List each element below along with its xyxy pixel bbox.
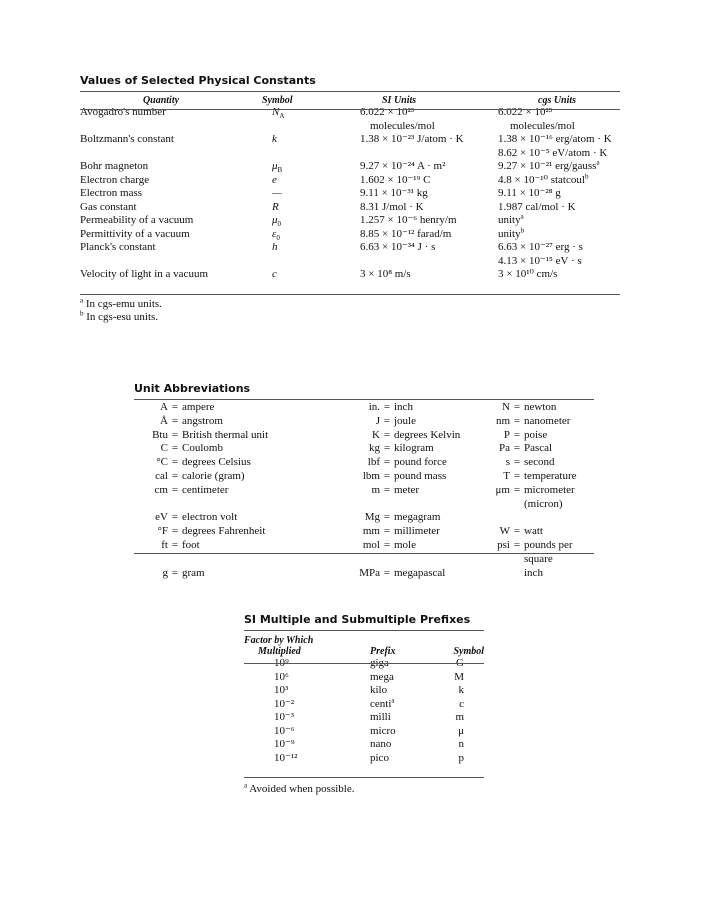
abbreviation-meaning: pound mass — [394, 469, 447, 482]
abbreviation-row — [134, 442, 594, 456]
prefixes-footnote-mark: a — [244, 781, 248, 790]
abbreviation-symbol: ft — [161, 538, 168, 551]
abbreviation-symbol: nm — [495, 414, 510, 427]
header-si: SI Units — [382, 95, 417, 106]
si-value-line: 8.31 J/mol · K — [360, 200, 424, 213]
abbreviation-symbol: kg — [369, 442, 380, 455]
abbreviation-meaning: newton — [524, 401, 557, 413]
prefixes-body — [244, 657, 484, 765]
symbol-cell — [242, 214, 342, 228]
equals-sign — [512, 567, 522, 581]
cgs-value-line — [498, 120, 620, 134]
si-value-line: 8.85 × 10⁻¹² farad/m — [360, 227, 452, 240]
abbreviation-meaning: British thermal unit — [182, 428, 269, 441]
constant-row — [80, 106, 620, 133]
symbol-cell — [242, 201, 342, 215]
header-cgs: cgs Units — [538, 95, 577, 106]
equals-sign: = — [383, 511, 391, 524]
cgs-cell — [498, 160, 620, 174]
abbreviation-meaning: pounds per square — [524, 538, 573, 565]
constants-table — [80, 95, 620, 282]
cgs-cell — [498, 187, 620, 201]
equals-sign: = — [171, 538, 179, 551]
abbreviation-meaning: inch — [524, 566, 543, 579]
symbol-text: c — [272, 268, 277, 280]
symbol-cell — [242, 106, 342, 133]
cgs-value-text: unity — [498, 227, 521, 240]
factor-cell: 10⁻⁶ — [274, 724, 295, 737]
prefix-row — [244, 698, 484, 712]
prefixes-top-rule — [244, 630, 484, 631]
prefix-name: pico — [370, 751, 389, 764]
cgs-cell — [498, 133, 620, 160]
abbreviation-row — [134, 415, 594, 429]
abbreviation-symbol: W — [499, 525, 510, 538]
equals-sign: = — [513, 428, 521, 441]
abbreviation-symbol — [134, 498, 170, 512]
abbreviation-symbol: μm — [495, 483, 510, 496]
equals-sign: = — [513, 401, 521, 413]
equals-sign: = — [171, 456, 179, 469]
header-factor-line2: Multiplied — [258, 646, 301, 657]
quantity-cell: Permittivity of a vacuum — [80, 227, 190, 240]
abbreviations-section — [134, 382, 594, 395]
quantity-cell: Velocity of light in a vacuum — [80, 268, 208, 280]
cgs-footnote-mark: a — [596, 158, 600, 167]
abbreviations-title: Unit Abbreviations — [134, 382, 251, 395]
prefixes-title: SI Multiple and Submultiple Prefixes — [244, 613, 471, 626]
cgs-cell — [498, 171, 620, 188]
cgs-footnote-mark: b — [520, 225, 525, 234]
abbreviation-symbol: psi — [497, 538, 510, 551]
symbol-text: h — [272, 241, 278, 253]
header-factor-line1: Factor by Which — [244, 635, 314, 646]
abbreviation-symbol: K — [372, 428, 380, 441]
factor-cell: 10⁻³ — [274, 711, 295, 723]
si-value-line: molecules/mol — [370, 119, 435, 132]
cgs-cell — [498, 225, 620, 242]
prefix-footnote-mark: a — [391, 695, 395, 704]
cgs-value-text: 4.13 × 10⁻¹⁵ eV · s — [498, 254, 582, 267]
constant-row — [80, 174, 620, 188]
abbreviation-symbol: mm — [362, 525, 380, 538]
abbreviation-symbol: lbf — [367, 456, 380, 469]
cgs-value-text: 6.63 × 10⁻²⁷ erg · s — [498, 241, 583, 253]
footnote-mark: b — [80, 309, 84, 318]
equals-sign: = — [383, 469, 391, 482]
abbreviation-symbol: cm — [154, 483, 168, 496]
symbol-text: μ — [272, 214, 278, 226]
si-cell — [342, 174, 498, 188]
si-value-line: 1.38 × 10⁻²³ J/atom · K — [360, 133, 464, 145]
abbreviation-meaning: gram — [182, 566, 205, 579]
prefix-name: kilo — [370, 684, 388, 696]
abbreviation-symbol: J — [375, 414, 380, 427]
constants-footnote — [80, 311, 162, 324]
abbreviation-meaning: joule — [394, 414, 416, 427]
abbreviation-meaning — [392, 498, 476, 512]
constant-row — [80, 214, 620, 228]
abbreviation-meaning: electron volt — [182, 511, 238, 524]
cgs-value-line — [498, 133, 620, 147]
symbol-text: ε — [272, 227, 277, 240]
prefix-name: giga — [370, 657, 389, 669]
header-quantity: Quantity — [142, 95, 180, 106]
header-prefix-symbol: Symbol — [453, 646, 484, 657]
constants-table-wrap — [80, 95, 620, 282]
symbol-text: N — [272, 106, 280, 118]
si-cell — [342, 228, 498, 242]
cgs-value-text: 9.27 × 10⁻²¹ erg/gauss — [498, 160, 597, 172]
abbreviations-bottom-rule — [134, 553, 594, 554]
cgs-value-text: 6.022 × 10²³ — [498, 106, 553, 118]
si-value-line: 1.602 × 10⁻¹⁹ C — [360, 173, 431, 186]
equals-sign: = — [383, 483, 391, 496]
symbol-text: R — [272, 200, 279, 213]
si-cell — [342, 133, 498, 160]
prefix-row — [244, 671, 484, 685]
prefixes-table — [244, 635, 484, 765]
abbreviation-meaning: temperature — [524, 469, 577, 482]
si-cell — [342, 187, 498, 201]
abbreviation-meaning: Pascal — [524, 442, 553, 455]
prefixes-header-rule — [244, 663, 484, 664]
equals-sign: = — [171, 442, 179, 455]
equals-sign: = — [171, 401, 179, 413]
abbreviation-meaning — [522, 511, 594, 525]
cgs-value-text: molecules/mol — [510, 119, 575, 132]
cgs-cell — [498, 106, 620, 133]
abbreviation-meaning: calorie (gram) — [182, 469, 245, 482]
prefixes-section — [244, 613, 484, 626]
prefix-cell — [354, 725, 428, 739]
abbreviation-row — [134, 401, 594, 415]
abbreviation-meaning: megapascal — [394, 566, 446, 579]
equals-sign: = — [513, 442, 521, 455]
prefix-name: milli — [370, 711, 391, 723]
header-symbol: Symbol — [262, 95, 293, 106]
abbreviation-symbol — [476, 498, 512, 512]
constant-row — [80, 160, 620, 174]
footnote-text: In cgs-emu units. — [85, 298, 162, 310]
abbreviation-row — [134, 470, 594, 484]
abbreviation-meaning: ampere — [182, 401, 215, 413]
quantity-cell: Electron charge — [80, 173, 150, 186]
si-cell — [342, 106, 498, 133]
prefix-name: mega — [370, 670, 394, 683]
abbreviation-symbol: P — [503, 428, 510, 441]
quantity-cell: Electron mass — [80, 187, 143, 199]
prefix-row — [244, 725, 484, 739]
cgs-cell — [498, 214, 620, 228]
abbreviation-symbol: Mg — [364, 511, 380, 524]
prefix-cell — [354, 738, 428, 752]
abbreviation-meaning — [180, 498, 298, 512]
abbreviation-symbol: s — [505, 456, 510, 469]
equals-sign: = — [171, 525, 179, 538]
constant-row — [80, 228, 620, 242]
abbreviation-symbol: in. — [368, 401, 380, 413]
abbreviation-symbol — [476, 567, 512, 581]
si-value-line: 6.63 × 10⁻³⁴ J · s — [360, 241, 436, 253]
cgs-value-text: 9.11 × 10⁻²⁸ g — [498, 187, 561, 199]
prefixes-bottom-rule — [244, 777, 484, 778]
prefix-cell — [354, 695, 428, 712]
prefix-name: nano — [370, 738, 392, 750]
symbol-text: e — [272, 173, 277, 186]
prefix-symbol-cell: k — [458, 684, 464, 696]
symbol-text: μ — [272, 160, 278, 172]
cgs-value-line — [498, 201, 620, 215]
equals-sign: = — [383, 566, 391, 579]
equals-sign: = — [513, 469, 521, 482]
symbol-cell — [242, 228, 342, 242]
header-prefix: Prefix — [370, 646, 396, 657]
constants-body — [80, 106, 620, 282]
abbreviation-meaning: poise — [524, 428, 548, 441]
cgs-value-line — [498, 160, 620, 174]
si-value-line: 9.11 × 10⁻³¹ kg — [360, 187, 428, 199]
abbreviation-row — [134, 525, 594, 539]
abbreviation-meaning: mole — [394, 538, 416, 551]
prefix-symbol-cell: m — [455, 711, 464, 723]
equals-sign: = — [513, 456, 521, 469]
equals-sign: = — [383, 414, 391, 427]
prefix-symbol-cell: c — [459, 697, 464, 710]
factor-cell: 10⁻¹² — [274, 751, 298, 764]
abbreviation-symbol — [476, 511, 512, 525]
equals-sign — [512, 511, 522, 525]
cgs-cell — [498, 268, 620, 282]
abbreviation-symbol: C — [160, 442, 168, 455]
si-cell — [342, 268, 498, 282]
equals-sign: = — [513, 483, 521, 496]
abbreviation-symbol: MPa — [359, 566, 380, 579]
abbreviation-meaning: foot — [182, 538, 200, 551]
cgs-value-line — [498, 225, 620, 242]
equals-sign: = — [513, 538, 521, 551]
abbreviation-symbol — [298, 498, 382, 512]
abbreviation-meaning: degrees Celsius — [182, 456, 251, 469]
abbreviation-row — [134, 429, 594, 443]
prefix-row — [244, 738, 484, 752]
quantity-cell: Gas constant — [80, 200, 137, 213]
footnote-mark: a — [80, 296, 84, 305]
equals-sign — [382, 498, 392, 512]
abbreviation-meaning: meter — [394, 483, 420, 496]
prefix-symbol-cell: M — [454, 670, 464, 683]
abbreviation-symbol: eV — [155, 511, 168, 524]
equals-sign: = — [171, 469, 179, 482]
cgs-value-text: 1.38 × 10⁻¹⁶ erg/atom · K — [498, 133, 612, 145]
symbol-cell — [242, 133, 342, 160]
abbreviation-symbol: cal — [155, 469, 168, 482]
prefix-cell — [354, 711, 428, 725]
symbol-text: k — [272, 133, 277, 145]
constant-row — [80, 241, 620, 268]
equals-sign: = — [383, 456, 391, 469]
equals-sign — [170, 498, 180, 512]
symbol-subscript: 0 — [277, 220, 282, 229]
equals-sign: = — [171, 483, 179, 496]
prefix-symbol-cell: p — [458, 751, 464, 764]
abbreviation-row — [134, 456, 594, 470]
cgs-value-text: unity — [498, 214, 521, 226]
quantity-cell: Avogadro's number — [80, 106, 166, 118]
constants-footnotes — [80, 298, 162, 324]
si-value-line: 3 × 10⁸ m/s — [360, 268, 411, 280]
abbreviation-meaning: pound force — [394, 456, 447, 469]
abbreviation-meaning: megagram — [394, 511, 441, 524]
quantity-cell: Bohr magneton — [80, 160, 149, 172]
prefix-name: centi — [370, 697, 392, 710]
equals-sign: = — [171, 428, 179, 441]
factor-cell: 10⁶ — [274, 670, 289, 683]
si-cell — [342, 241, 498, 268]
abbreviation-row — [134, 511, 594, 525]
cgs-cell — [498, 241, 620, 268]
constant-row — [80, 133, 620, 160]
abbreviation-meaning: centimeter — [182, 483, 229, 496]
abbreviation-meaning: nanometer — [524, 414, 571, 427]
equals-sign — [512, 498, 522, 512]
abbreviation-row — [134, 567, 594, 581]
symbol-subscript: A — [279, 112, 285, 121]
si-value-line: 1.257 × 10⁻⁶ henry/m — [360, 214, 457, 226]
cgs-value-text: 3 × 10¹⁰ cm/s — [498, 268, 558, 280]
prefix-symbol-cell: μ — [458, 724, 464, 737]
abbreviation-meaning: second — [524, 456, 555, 469]
factor-cell: 10⁹ — [274, 657, 289, 669]
abbreviation-symbol: Btu — [152, 428, 168, 441]
cgs-value-text: 8.62 × 10⁻⁵ eV/atom · K — [498, 146, 608, 159]
prefixes-table-wrap — [244, 635, 484, 765]
cgs-footnote-mark: a — [520, 212, 524, 221]
prefix-symbol-cell: G — [456, 657, 464, 669]
prefix-row — [244, 684, 484, 698]
si-cell — [342, 201, 498, 215]
cgs-footnote-mark: b — [584, 171, 589, 180]
equals-sign: = — [383, 525, 391, 538]
equals-sign: = — [383, 538, 391, 551]
prefix-name: micro — [370, 724, 396, 737]
abbreviation-meaning: degrees Kelvin — [394, 428, 461, 441]
abbreviation-meaning: (micron) — [524, 497, 563, 510]
cgs-value-line — [498, 187, 620, 201]
cgs-value-line — [498, 147, 620, 161]
equals-sign: = — [171, 511, 179, 524]
symbol-subscript: 0 — [276, 233, 280, 242]
equals-sign: = — [383, 442, 391, 455]
abbreviation-meaning: micrometer — [524, 483, 575, 496]
factor-cell: 10³ — [274, 684, 289, 696]
abbreviation-row — [134, 484, 594, 498]
prefix-cell — [354, 752, 428, 766]
constant-row — [80, 201, 620, 215]
si-cell — [342, 214, 498, 228]
symbol-cell — [242, 268, 342, 282]
abbreviation-meaning: degrees Fahrenheit — [182, 525, 266, 538]
symbol-cell — [242, 174, 342, 188]
symbol-cell — [242, 187, 342, 201]
abbreviation-symbol: m — [371, 483, 380, 496]
abbreviations-top-rule — [134, 399, 594, 400]
footnote-text: In cgs-esu units. — [86, 311, 159, 323]
abbreviation-meaning: inch — [394, 401, 413, 413]
constants-bottom-rule — [80, 294, 620, 295]
abbreviation-symbol: g — [162, 566, 168, 579]
cgs-value-line — [498, 255, 620, 269]
cgs-value-line — [498, 214, 620, 228]
quantity-cell: Permeability of a vacuum — [80, 214, 194, 226]
abbreviation-meaning: angstrom — [182, 414, 223, 427]
prefixes-footnote-text: Avoided when possible. — [249, 783, 355, 795]
constants-section — [80, 74, 620, 87]
si-cell — [342, 160, 498, 174]
quantity-cell: Boltzmann's constant — [80, 133, 174, 145]
equals-sign: = — [171, 566, 179, 579]
cgs-value-line — [498, 171, 620, 188]
equals-sign: = — [513, 525, 521, 538]
quantity-cell: Planck's constant — [80, 241, 156, 253]
symbol-cell — [242, 241, 342, 268]
constants-title: Values of Selected Physical Constants — [80, 74, 316, 87]
prefix-row — [244, 711, 484, 725]
constants-header-rule — [80, 109, 620, 110]
equals-sign: = — [383, 401, 391, 413]
constant-row — [80, 187, 620, 201]
symbol-subscript: B — [277, 166, 283, 175]
abbreviation-symbol: A — [160, 401, 168, 413]
constant-row — [80, 268, 620, 282]
prefixes-footnote — [244, 783, 354, 796]
cgs-cell — [498, 201, 620, 215]
abbreviation-symbol: °F — [157, 525, 168, 538]
abbreviation-symbol: mol — [362, 538, 380, 551]
si-value-line: 6.022 × 10²³ — [360, 106, 415, 118]
abbreviation-symbol: Å — [160, 414, 168, 427]
cgs-value-text: 1.987 cal/mol · K — [498, 200, 576, 213]
abbreviation-symbol: Pa — [499, 442, 510, 455]
abbreviation-meaning: watt — [524, 525, 543, 538]
equals-sign: = — [171, 414, 179, 427]
prefix-cell — [354, 671, 428, 685]
abbreviation-row — [134, 498, 594, 512]
abbreviation-meaning: kilogram — [394, 442, 434, 455]
factor-cell: 10⁻² — [274, 697, 295, 710]
symbol-text: — — [272, 187, 282, 199]
cgs-value-line — [498, 241, 620, 255]
prefix-symbol-cell: n — [458, 738, 464, 750]
prefix-row — [244, 752, 484, 766]
cgs-value-line — [498, 268, 620, 282]
si-value-line: 9.27 × 10⁻²⁴ A · m² — [360, 160, 446, 172]
abbreviation-symbol: N — [502, 401, 510, 413]
constants-footnote — [80, 298, 162, 311]
abbreviation-meaning: Coulomb — [182, 442, 223, 455]
abbreviation-meaning: millimeter — [394, 525, 440, 538]
equals-sign: = — [513, 414, 521, 427]
symbol-cell — [242, 160, 342, 174]
cgs-value-text: 4.8 × 10⁻¹⁰ statcoul — [498, 173, 585, 186]
constants-top-rule — [80, 91, 620, 92]
abbreviation-symbol: °C — [156, 456, 168, 469]
factor-cell: 10⁻⁹ — [274, 738, 295, 750]
equals-sign: = — [383, 428, 391, 441]
abbreviation-symbol: lbm — [362, 469, 380, 482]
abbreviation-symbol: T — [503, 469, 510, 482]
